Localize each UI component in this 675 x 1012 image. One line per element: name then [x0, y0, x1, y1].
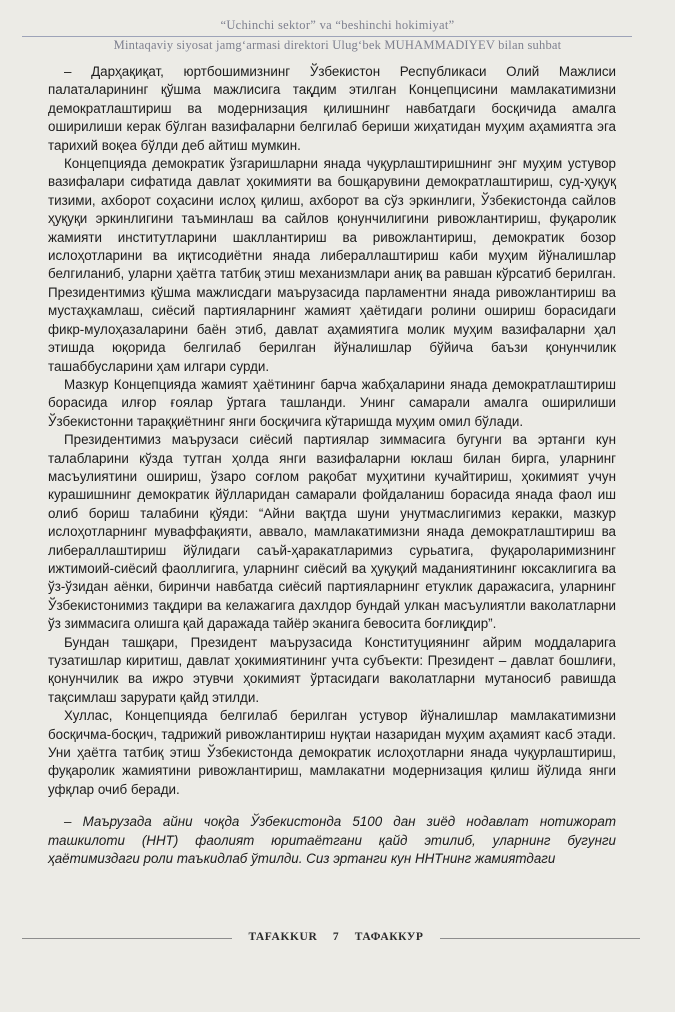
footer-left-label: TAFAKKUR: [248, 931, 318, 943]
page-number: 7: [332, 931, 340, 943]
interview-question: – Маърузада айни чоқда Ўзбекистонда 5100 дан зиёд нодавлат нотижорат ташкилоти (ННТ) фаолият юритаётгани қайд этилиб, уларнинг бугунги ҳаётимиздаги роли таъкидлаб ўтилди. Сиз эртанги кун ННТнинг жамиятдаги: [48, 814, 616, 867]
paragraph-1: – Дарҳақиқат, юртбошимизнинг Ўзбекистон Республикаси Олий Мажлиси палаталарининг қўшма мажлисига тақдим этилган Концепцисини мамлакатимизни демократлаштириш ва модернизация қилишнинг навбатдаги босқичида амалга оширилиши керак бўлган вазифаларни белгилаб бериши жиҳатидан муҳим аҳамиятга эга тарихий воқеа бўлди деб айтиш мумкин.: [48, 64, 616, 153]
footer-divider-right: [440, 938, 640, 939]
paragraph-4: Президентимиз маърузаси сиёсий партиялар зиммасига бугунги ва эртанги кун талабларини кўзда тутган ҳолда янги вазифаларни юклаш билан бирга, уларнинг масъулиятини ошириш, ўзаро соғлом рақобат муҳитини кучайтириш, ҳокимият учун курашишнинг демократик йўлларидан самарали фойдаланиш борасида янада фаол иш олиб бориш талабини қўяди: “Айни вақтда шуни унутмаслигимиз керакки, мазкур ислоҳотларнинг муваффақияти, аввало, мамлакатимизни янада демократлаштириш ва либераллаштириш йўлидаги саъй-ҳаракатларимиз сурьатига, фуқароларимизнинг ижтимоий-сиёсий фаоллигига, уларнинг сиёсий ва ҳуқуқий маданиятининг юксаклигига ва ўз-ўзидан аёнки, биринчи навбатда сиёсий партияларнинг етуклик даражасига, уларнинг Ўзбекистонимиз тақдири ва келажагига дахлдор бундай улкан масъулиятли ваколатларни ўз зиммасига олишга қай даражада тайёр эканига бевосита боғлиқдир”.: [48, 432, 616, 632]
paragraph-3: Мазкур Концепцияда жамият ҳаётининг барча жабҳаларини янада демократлаштириш борасида илғор ғоялар ўртага ташланди. Унинг самарали амалга оширилиши Ўзбекистонни тараққиётнинг янги босқичига кўтаришда муҳим омил бўлади.: [48, 376, 616, 429]
paragraph-6: Хуллас, Концепцияда белгилаб берилган устувор йўналишлар мамлакатимизни босқичма-босқич, тадрижий ривожлантириш нуқтаи назаридан муҳим аҳамият касб этади. Уни ҳаётга татбиқ этиш Ўзбекистонда демократик ислоҳотларни янада чуқурлаштириш, фуқаролик жамиятини ривожлантириш, мамлакатни модернизация қилиш йўлида янги уфқлар очиб беради.: [48, 708, 616, 797]
footer-divider-left: [22, 938, 232, 939]
header-divider: [22, 36, 632, 37]
page-footer: [0, 928, 675, 954]
article-body: [48, 63, 616, 868]
paragraph-5: Бундан ташқари, Президент маърузасида Конституциянинг айрим моддаларига тузатишлар киритиш, давлат ҳокимиятининг учта субъекти: Президент – давлат бошлиғи, қонунчилик ва ижро этувчи ҳокимият ўртасидаги ваколатларни мутаносиб равишда тақсимлаш зарурати қайд этилди.: [48, 634, 616, 705]
paragraph-2: Концепцияда демократик ўзгаришларни янада чуқурлаштиришнинг энг муҳим устувор вазифалари сифатида давлат ҳокимияти ва бошқарувини демократлаштириш, суд-ҳуқуқ тизими, ахборот соҳасини ислоҳ қилиш, ахборот ва сўз эркинлиги, Ўзбекистонда сайлов ҳуқуқи эркинлигини таъминлаш ва сайлов қонунчилигини ривожлантириш, фуқаролик жамияти институтларини шакллантириш ва ривожлантириш, демократик бозор ислоҳотларини ва иқтисодиётни янада либераллаштириш каби муҳим йўналишлар белгиланиб, уларни ҳаётга татбиқ этиш механизмлари аниқ ва равшан кўрсатиб берилган. Президентимиз қўшма мажлисдаги маърузасида парламентни янада ривожлантириш ва мустаҳкамлаш, сиёсий партияларнинг жамият ҳаётидаги ролини ошириш борасидаги фикр-мулоҳазаларини баён этиб, давлат аҳамиятига молик муҳим вазифаларни ҳал этишда юқорида белгилаб берилган йўналишлар бўйича баъзи қонунчилик ташаббусларини ҳам илгари сурди.: [48, 156, 616, 374]
header-title: “Uchinchi sektor” va “beshinchi hokimiyat”: [220, 18, 455, 32]
footer-folio: [232, 931, 440, 943]
header-subtitle: Mintaqaviy siyosat jamg‘armasi direktori Ulug‘bek MUHAMMADIYEV bilan suhbat: [113, 38, 562, 52]
running-header: [0, 0, 675, 60]
footer-right-label: ТАФАККУР: [354, 931, 424, 943]
